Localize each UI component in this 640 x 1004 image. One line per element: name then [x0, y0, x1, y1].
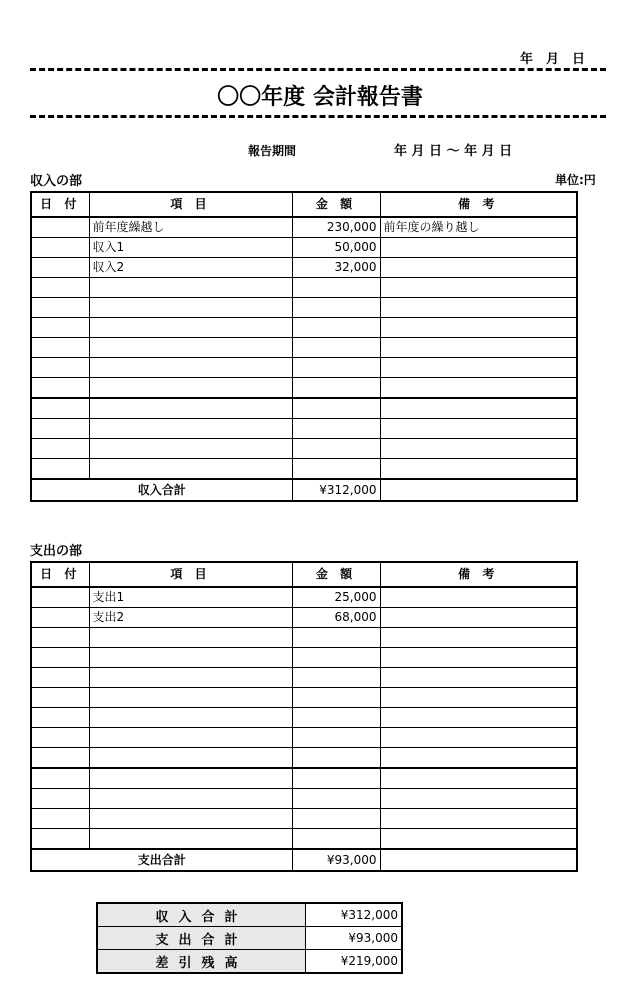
income-total-row [31, 479, 577, 501]
income-date-cell [31, 398, 89, 419]
income-item-cell [89, 358, 292, 378]
expense-amount-cell [292, 768, 380, 789]
expense-row [31, 728, 577, 748]
income-note-cell [380, 358, 577, 378]
expense-note-cell [380, 628, 577, 648]
income-row [31, 217, 577, 238]
income-amount-cell [292, 419, 380, 439]
income-note-cell [380, 439, 577, 459]
expense-date-cell [31, 708, 89, 728]
income-rows [31, 217, 577, 479]
summary-income-label: 収入合計 [97, 903, 306, 927]
expense-date-cell [31, 668, 89, 688]
expense-note-cell [380, 648, 577, 668]
unit-label: 単位:円 [555, 173, 596, 187]
col-amount-header: 金 額 [292, 192, 380, 217]
income-section-title: 収入の部 [30, 174, 83, 189]
expense-amount-cell [292, 748, 380, 769]
income-date-cell [31, 217, 89, 238]
expense-note-cell [380, 748, 577, 769]
income-note-cell [380, 258, 577, 278]
income-note-cell [380, 318, 577, 338]
income-note-cell [380, 419, 577, 439]
expense-date-cell [31, 768, 89, 789]
summary-income-row [97, 903, 402, 927]
income-date-cell [31, 318, 89, 338]
income-item-cell [89, 298, 292, 318]
expense-section-title: 支出の部 [30, 544, 83, 559]
col-item-header: 項 目 [89, 562, 292, 587]
expense-note-cell [380, 608, 577, 628]
expense-row [31, 688, 577, 708]
expense-row [31, 829, 577, 850]
expense-amount-cell [292, 628, 380, 648]
expense-note-cell [380, 809, 577, 829]
expense-row [31, 789, 577, 809]
expense-note-cell [380, 688, 577, 708]
expense-date-cell [31, 728, 89, 748]
income-row [31, 318, 577, 338]
expense-amount-cell [292, 708, 380, 728]
income-amount-cell: 230,000 [292, 217, 380, 238]
expense-note-cell [380, 728, 577, 748]
expense-row [31, 748, 577, 769]
income-item-cell [89, 459, 292, 480]
expense-item-cell [89, 768, 292, 789]
period-label: 報告期間 [248, 144, 297, 158]
income-row [31, 338, 577, 358]
expense-amount-cell [292, 728, 380, 748]
title-bottom-divider [30, 115, 606, 118]
expense-row [31, 668, 577, 688]
income-row [31, 258, 577, 278]
income-date-cell [31, 258, 89, 278]
income-item-cell [89, 278, 292, 298]
income-item-cell [89, 419, 292, 439]
col-note-header: 備 考 [380, 192, 577, 217]
expense-rows [31, 587, 577, 849]
income-amount-cell [292, 338, 380, 358]
summary-expense-label: 支出合計 [97, 927, 306, 950]
col-date-header: 日 付 [31, 562, 89, 587]
income-amount-cell [292, 278, 380, 298]
income-row [31, 298, 577, 318]
report-date: 年 月 日 [520, 52, 586, 67]
income-total-value: ¥312,000 [292, 479, 380, 501]
income-date-cell [31, 378, 89, 399]
expense-date-cell [31, 829, 89, 850]
expense-amount-cell: 25,000 [292, 587, 380, 608]
expense-header-row [31, 562, 577, 587]
income-date-cell [31, 338, 89, 358]
expense-amount-cell [292, 829, 380, 850]
summary-balance-label: 差引残高 [97, 950, 306, 974]
expense-total-note [380, 849, 577, 871]
summary-table [96, 902, 403, 974]
income-row [31, 439, 577, 459]
income-amount-cell [292, 298, 380, 318]
summary-income-value: ¥312,000 [306, 903, 403, 927]
expense-row [31, 648, 577, 668]
income-item-cell [89, 318, 292, 338]
page-title: 〇〇年度 会計報告書 [217, 85, 423, 110]
expense-date-cell [31, 809, 89, 829]
expense-note-cell [380, 708, 577, 728]
period-value: 年 月 日 ～ 年 月 日 [394, 144, 513, 159]
income-row [31, 459, 577, 480]
income-date-cell [31, 238, 89, 258]
income-amount-cell [292, 318, 380, 338]
expense-note-cell [380, 829, 577, 850]
expense-date-cell [31, 748, 89, 769]
income-note-cell [380, 238, 577, 258]
col-item-header: 項 目 [89, 192, 292, 217]
expense-date-cell [31, 648, 89, 668]
col-amount-header: 金 額 [292, 562, 380, 587]
summary-balance-row [97, 950, 402, 974]
expense-row [31, 768, 577, 789]
income-date-cell [31, 298, 89, 318]
expense-date-cell [31, 587, 89, 608]
income-row [31, 378, 577, 399]
expense-item-cell [89, 829, 292, 850]
income-item-cell: 収入2 [89, 258, 292, 278]
income-header-row [31, 192, 577, 217]
income-date-cell [31, 459, 89, 480]
expense-row [31, 708, 577, 728]
expense-amount-cell [292, 688, 380, 708]
expense-item-cell: 支出2 [89, 608, 292, 628]
expense-item-cell: 支出1 [89, 587, 292, 608]
summary-expense-value: ¥93,000 [306, 927, 403, 950]
expense-date-cell [31, 608, 89, 628]
expense-row [31, 587, 577, 608]
col-note-header: 備 考 [380, 562, 577, 587]
income-date-cell [31, 439, 89, 459]
income-note-cell: 前年度の繰り越し [380, 217, 577, 238]
income-note-cell [380, 298, 577, 318]
expense-note-cell [380, 789, 577, 809]
title-top-divider [30, 68, 606, 71]
income-note-cell [380, 278, 577, 298]
expense-amount-cell [292, 789, 380, 809]
income-amount-cell [292, 358, 380, 378]
income-date-cell [31, 278, 89, 298]
income-item-cell [89, 378, 292, 399]
income-item-cell [89, 439, 292, 459]
expense-item-cell [89, 628, 292, 648]
income-amount-cell: 32,000 [292, 258, 380, 278]
expense-row [31, 608, 577, 628]
expense-item-cell [89, 728, 292, 748]
income-item-cell [89, 338, 292, 358]
expense-row [31, 809, 577, 829]
income-item-cell: 収入1 [89, 238, 292, 258]
income-row [31, 398, 577, 419]
expense-date-cell [31, 789, 89, 809]
expense-amount-cell [292, 809, 380, 829]
expense-note-cell [380, 668, 577, 688]
income-row [31, 278, 577, 298]
expense-date-cell [31, 688, 89, 708]
summary-expense-row [97, 927, 402, 950]
income-amount-cell [292, 459, 380, 480]
income-amount-cell [292, 398, 380, 419]
income-item-cell: 前年度繰越し [89, 217, 292, 238]
expense-amount-cell [292, 648, 380, 668]
expense-date-cell [31, 628, 89, 648]
income-note-cell [380, 459, 577, 480]
col-date-header: 日 付 [31, 192, 89, 217]
income-amount-cell: 50,000 [292, 238, 380, 258]
income-note-cell [380, 398, 577, 419]
expense-total-row [31, 849, 577, 871]
income-row [31, 358, 577, 378]
income-note-cell [380, 338, 577, 358]
expense-item-cell [89, 668, 292, 688]
expense-note-cell [380, 587, 577, 608]
income-item-cell [89, 398, 292, 419]
expense-item-cell [89, 809, 292, 829]
expense-row [31, 628, 577, 648]
income-total-label: 収入合計 [31, 479, 292, 501]
expense-item-cell [89, 648, 292, 668]
expense-item-cell [89, 708, 292, 728]
income-date-cell [31, 419, 89, 439]
income-table [30, 191, 578, 502]
income-row [31, 419, 577, 439]
expense-total-value: ¥93,000 [292, 849, 380, 871]
expense-amount-cell: 68,000 [292, 608, 380, 628]
expense-item-cell [89, 789, 292, 809]
income-note-cell [380, 378, 577, 399]
income-amount-cell [292, 378, 380, 399]
expense-item-cell [89, 748, 292, 769]
expense-amount-cell [292, 668, 380, 688]
expense-table [30, 561, 578, 872]
expense-note-cell [380, 768, 577, 789]
income-row [31, 238, 577, 258]
income-total-note [380, 479, 577, 501]
expense-total-label: 支出合計 [31, 849, 292, 871]
income-amount-cell [292, 439, 380, 459]
income-date-cell [31, 358, 89, 378]
expense-item-cell [89, 688, 292, 708]
summary-balance-value: ¥219,000 [306, 950, 403, 974]
